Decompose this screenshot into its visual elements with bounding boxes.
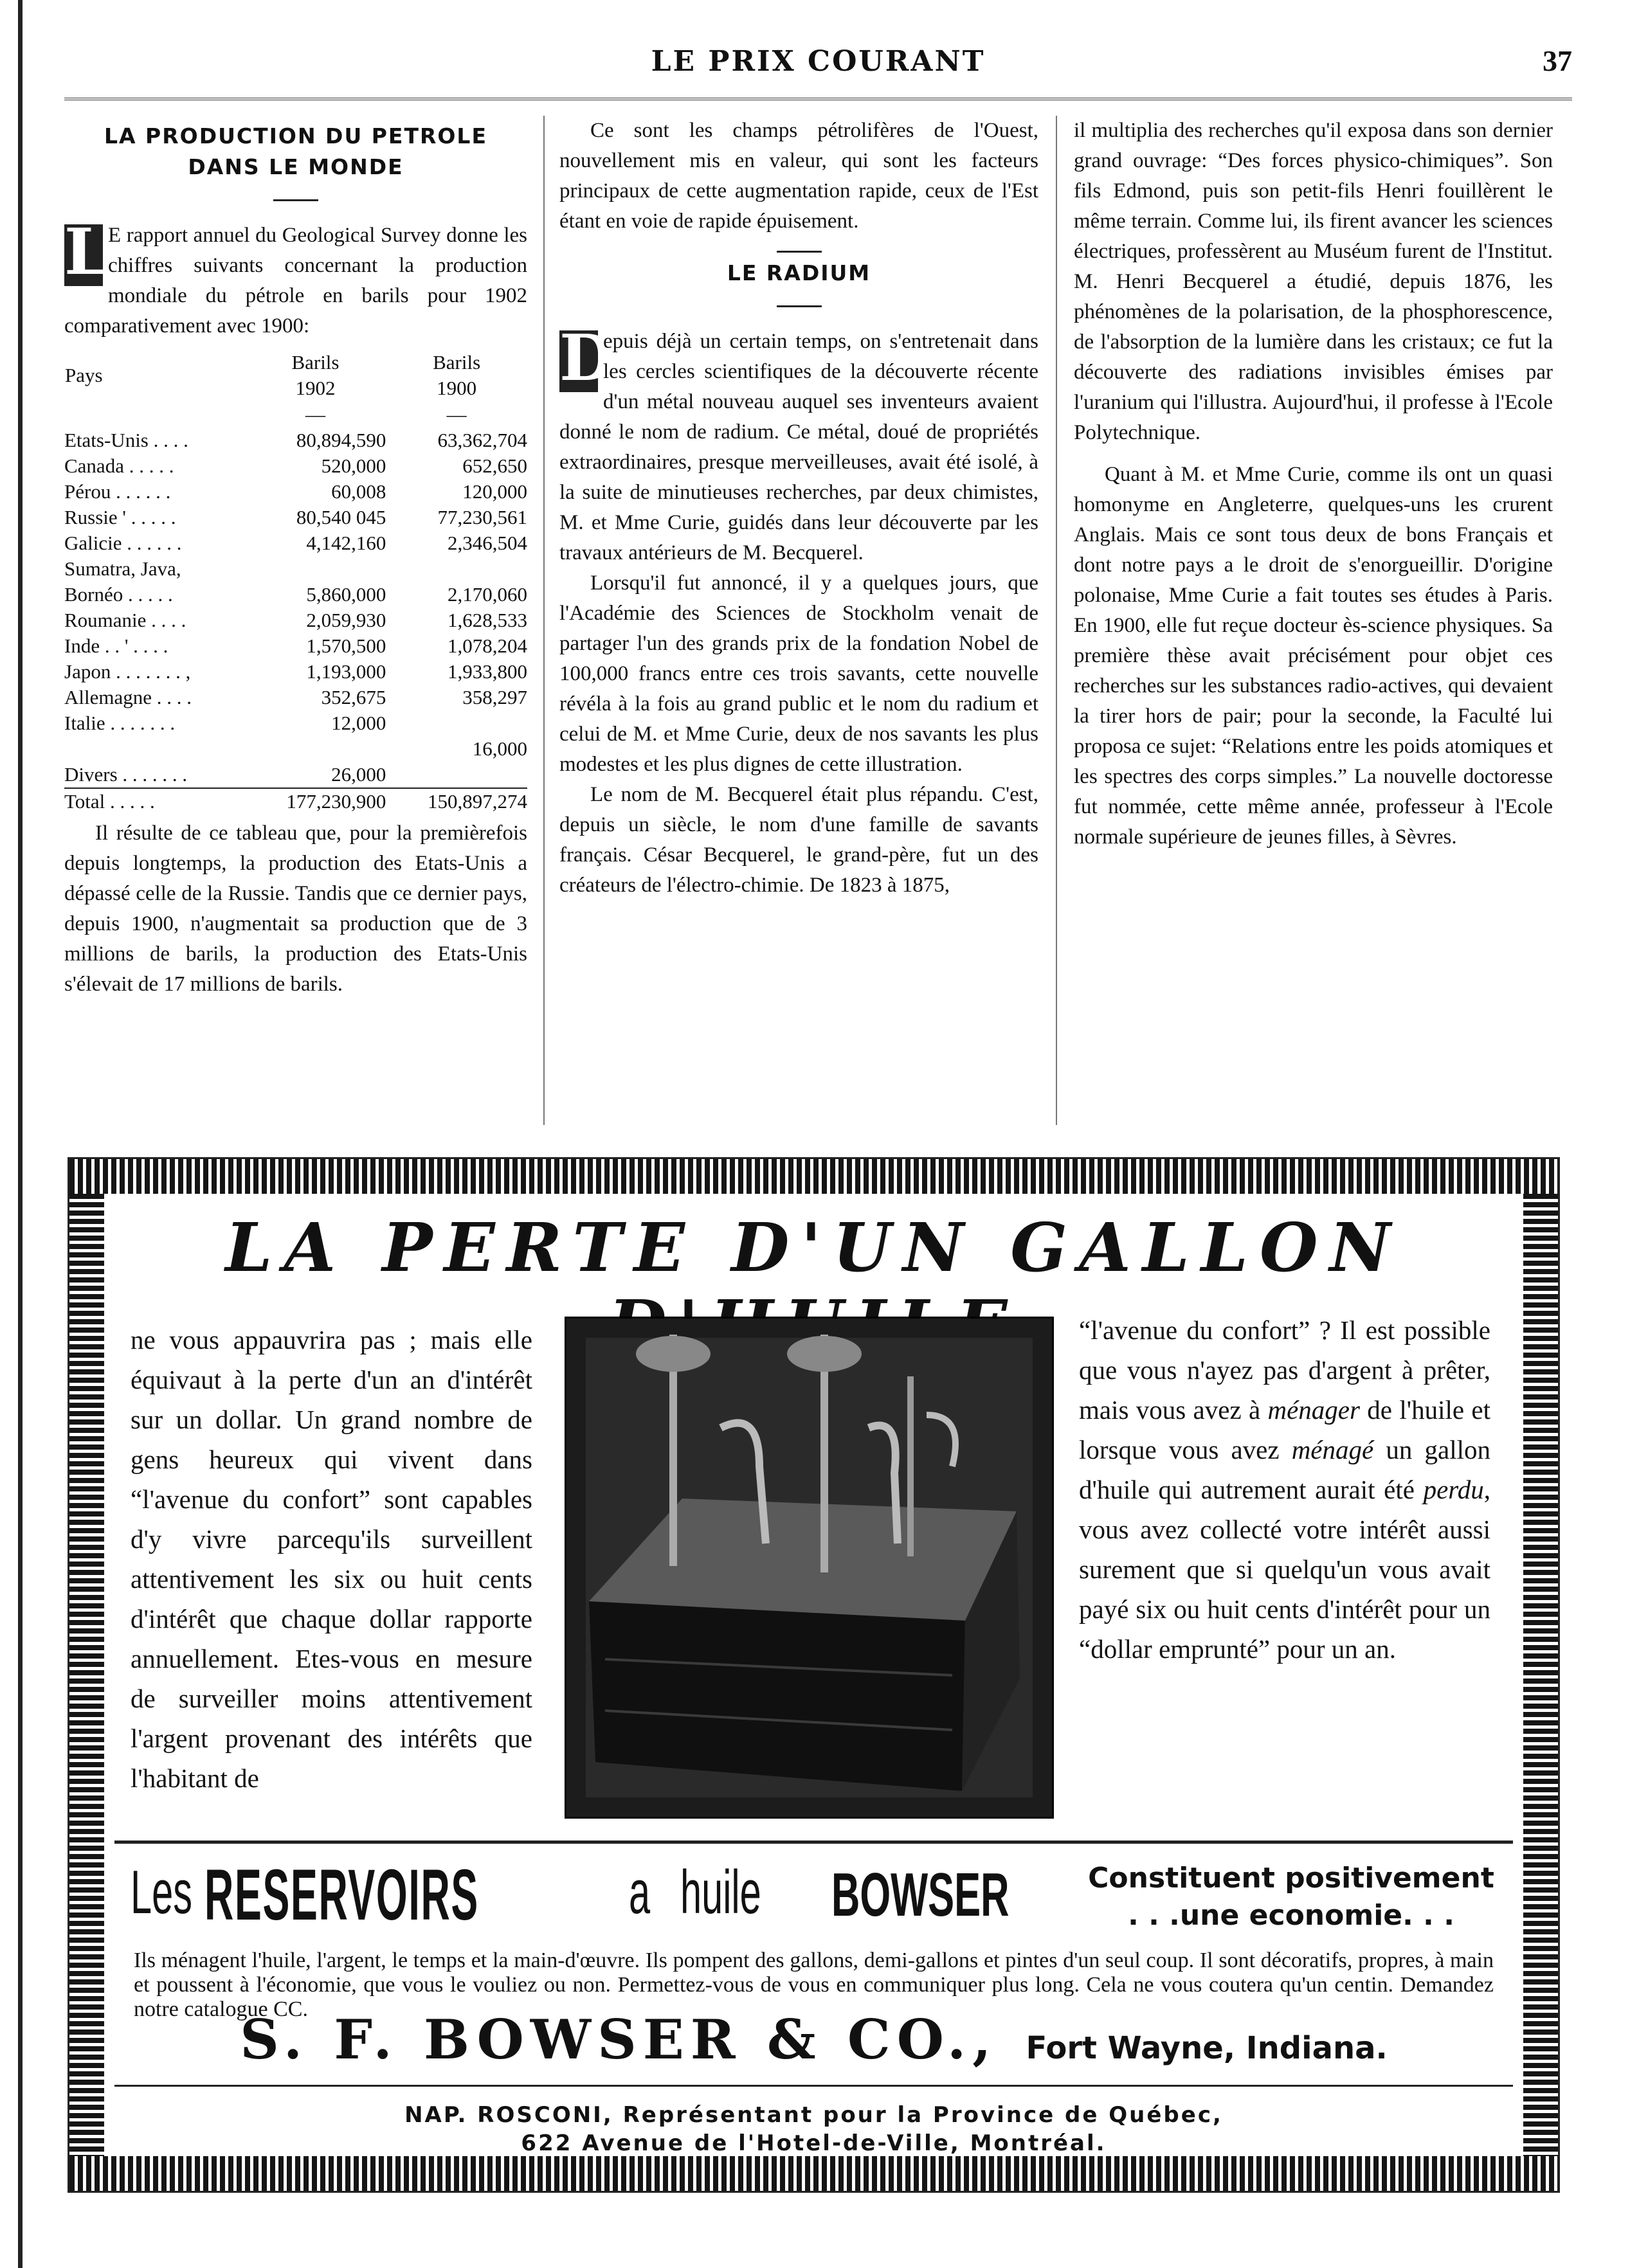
cell-v1900: 63,362,704 — [437, 429, 527, 451]
brand-a: a — [629, 1858, 651, 1927]
cell-v1902: 520,000 — [321, 455, 386, 477]
cell-v1900: 1,933,800 — [448, 660, 527, 683]
cell-v1902: 352,675 — [321, 686, 386, 708]
agent-line-2: 622 Avenue de l'Hotel-de-Ville, Montréal. — [521, 2130, 1107, 2156]
ad-text-left: ne vous appauvrira pas ; mais elle équivaut à la perte d'un an d'intérêt sur un dollar. Un grand nombre de gens heureux qui vivent dans “l'avenue du confort” sont capables d'y vivre parcequ'ils surveillent attentivement les six ou huit cents d'intérêt que chaque dollar rapporte annuellement. Etes-vous en mesure de surveiller moins attentivement l'argent provenant des intérêts que l'habitant de — [131, 1325, 532, 1793]
company-city: Fort Wayne, Indiana. — [1026, 2030, 1388, 2066]
radium-p3: Le nom de M. Becquerel était plus répandu. C'est, depuis un siècle, le nom d'une famille de savants français. César Becquerel, le grand-père, fut un des créateurs de l'électro-chimie. De 1823 à 1875, — [559, 783, 1038, 897]
cell-pays: Galicie . . . . . . — [64, 532, 182, 554]
cell-pays: Inde . . ' . . . . — [64, 634, 168, 657]
ad-text-segment: de l'huile et lorsque vous avez — [1079, 1395, 1490, 1464]
dropcap-l: L — [64, 215, 109, 289]
title-rule — [273, 199, 318, 201]
table-row — [64, 479, 527, 505]
radium-p5: Quant à M. et Mme Curie, comme ils ont un quasi homonyme en Angleterre, quelques-uns les crurent Anglais. Mais ce sont tous deux de bons Français et dont notre pays a le droit de s'enorgueillir. D'origine polonaise, Mme Curie a fait toutes ses études à Paris. En 1900, elle fut reçue docteur ès-science physiques. Sa première thèse avait précisément pour objet ces recherches sur les substances radio-actives, qui devaient la tirer hors de pair; pour la seconde, la Faculté lui proposa ce sujet: “Relations entre les poids atomiques et les spectres des corps simples.” La nouvelle doctoresse fut nommée, cette même année, professeur à l'Ecole normale supérieure de jeunes filles, à Sèvres. — [1074, 463, 1553, 849]
title-rule — [777, 305, 822, 307]
cell-v1902: 60,008 — [331, 480, 386, 503]
cell-pays: Pérou . . . . . . — [64, 480, 171, 503]
table-row — [64, 685, 527, 710]
ad-emphasis: perdu — [1423, 1475, 1484, 1504]
ad-text-segment: , vous avez collecté votre intérêt aussi surement que si quelqu'un vous avait payé six ou huit cents d'intérêt pour un “dollar emprunté” pour un an. — [1079, 1475, 1490, 1664]
column-rule — [1056, 116, 1057, 1125]
brand-les: Les — [131, 1858, 192, 1927]
table-row — [64, 505, 527, 530]
oil-tank-illustration — [565, 1317, 1054, 1819]
cell-v1900: 652,650 — [462, 455, 527, 477]
ad-text-segment: “l'avenue du confort” ? Il est possible que vous n'ayez pas d'argent à prêter, mais vous avez à — [1079, 1315, 1490, 1425]
table-row — [64, 659, 527, 685]
cell-v1900: 1,078,204 — [448, 634, 527, 657]
cell-v1902: 5,860,000 — [306, 583, 386, 606]
cell-v1900: 2,346,504 — [448, 532, 527, 554]
brand-line — [131, 1853, 1031, 1935]
table-row — [64, 556, 527, 582]
ad-border — [1523, 1194, 1558, 2156]
cell-v1902: 80,540 045 — [296, 506, 386, 528]
cell-v1902: 12,000 — [331, 712, 386, 734]
cell-v1902 — [245, 736, 386, 762]
brand-huile: huile — [680, 1858, 761, 1927]
cell-pays: Sumatra, Java, — [64, 557, 181, 580]
table-row — [64, 530, 527, 556]
column-rule — [543, 116, 545, 1125]
section-rule — [777, 251, 822, 253]
ad-slogan — [1047, 1860, 1535, 1934]
cell-v1900: 77,230,561 — [437, 506, 527, 528]
cell-v1902: 80,894,590 — [296, 429, 386, 451]
dropcap-d: D — [559, 321, 614, 395]
agent-info — [134, 2101, 1494, 2157]
cell-v1902: 4,142,160 — [306, 532, 386, 554]
table-row — [64, 633, 527, 659]
ad-divider — [114, 1841, 1513, 1844]
production-rows — [64, 428, 527, 788]
ad-border — [69, 2156, 1558, 2191]
cell-v1902: 1,570,500 — [306, 634, 386, 657]
cell-pays: Russie ' . . . . . — [64, 506, 176, 528]
cell-v1902 — [245, 556, 386, 582]
table-row — [64, 710, 527, 736]
radium-p4: il multiplia des recherches qu'il exposa dans son dernier grand ouvrage: “Des forces physico-chimiques”. Son fils Edmond, puis son petit-fils Henri fouillèrent le même terrain. Comme lui, ils firent avancer les sciences électriques, professèrent au Muséum furent de l'Institut. M. Henri Becquerel a étudié, depuis 1876, les phénomènes de la polarisation, de la phosphorescence, de l'absorption de la lumière dans les cristaux; ce fut la découverte des radiations invisibles émises par l'uranium qui l'illustra. Aujourd'hui, il professe à l'Ecole Polytechnique. — [1074, 119, 1553, 444]
ad-headline: LA PERTE D'UN GALLON — [225, 1208, 1402, 1287]
cell-v1902: 1,193,000 — [306, 660, 386, 683]
table-row — [64, 608, 527, 633]
total-label: Total . . . . . — [64, 788, 245, 815]
bowser-advertisement — [68, 1157, 1560, 2193]
column-radium — [559, 116, 1038, 901]
cell-v1900: 120,000 — [462, 480, 527, 503]
dash: — — [305, 403, 325, 426]
col-country: Pays — [65, 364, 103, 386]
col-1900: Barils 1900 — [433, 351, 481, 399]
ad-text-segment: un gallon d'huile qui autrement aurait été — [1079, 1435, 1490, 1504]
slogan-line-1: Constituent positivement — [1088, 1862, 1494, 1895]
ad-emphasis: ménagé — [1291, 1435, 1374, 1464]
oil-tank-picture — [566, 1318, 1052, 1817]
cell-pays: Italie . . . . . . . — [64, 712, 176, 734]
cell-v1900: 358,297 — [462, 686, 527, 708]
agent-line-1: NAP. ROSCONI, Représentant pour la Province de Québec, — [404, 2102, 1223, 2128]
cell-pays: Canada . . . . . — [64, 455, 174, 477]
petrole-intro — [64, 215, 527, 341]
ad-body: Ils ménagent l'huile, l'argent, le temps et la main-d'œuvre. Ils pompent des gallons, demi-gallons et pintes d'un seul coup. Il sont décoratifs, propres, à main et poussent à l'économie, que vous le vouliez ou non. Permettez-vous de vous en communiquer plus long. Cela ne vous coutera qu'un centin. Demandez notre catalogue CC. — [134, 1949, 1494, 2021]
cell-pays: Divers . . . . . . . — [64, 763, 188, 786]
cell-v1900: 16,000 — [472, 737, 527, 760]
radium-p1 — [559, 321, 1038, 568]
cell-v1902: 2,059,930 — [306, 609, 386, 631]
table-row — [64, 762, 527, 788]
cell-pays — [64, 736, 245, 762]
petrole-intro-text: E rapport annuel du Geological Survey donne les chiffres suivants concernant la production mondiale du pétrole en barils pour 1902 comparativement avec 1900: — [64, 224, 527, 338]
slogan-line-2: . . .une economie. . . — [1128, 1899, 1454, 1932]
petrole-continued: Ce sont les champs pétrolifères de l'Ouest, nouvellement mis en valeur, qui sont les facteurs principaux de cette augmentation rapide, ceux de l'Est étant en voie de rapide épuisement. — [559, 119, 1038, 233]
company-name: S. F. BOWSER & CO., — [240, 2008, 998, 2071]
ad-border — [69, 1194, 104, 2156]
column-petrole — [64, 116, 527, 1000]
scan-edge — [18, 0, 23, 2268]
table-row — [64, 736, 527, 762]
total-row — [64, 788, 527, 815]
cell-v1902: 26,000 — [331, 763, 386, 786]
production-table — [64, 349, 527, 815]
ad-border — [69, 1159, 1558, 1194]
brand-bowser: BOWSER — [831, 1860, 1010, 1929]
radium-p2: Lorsqu'il fut annoncé, il y a quelques jours, que l'Académie des Sciences de Stockholm venait de partager l'un des grands prix de la fondation Nobel de 100,000 francs entre ces trois savants, cette nouvelle révéla à la fois au grand public et le nom du radium et celui de M. et Mme Curie, deux de nos savants les plus modestes et les plus dignes de cette illustration. — [559, 572, 1038, 776]
cell-pays: Japon . . . . . . . , — [64, 660, 191, 683]
cell-v1900 — [386, 762, 527, 788]
cell-v1900 — [386, 710, 527, 736]
cell-pays: Roumanie . . . . — [64, 609, 186, 631]
table-row — [64, 453, 527, 479]
column-radium-continued — [1074, 116, 1553, 852]
company-line — [134, 2008, 1494, 2071]
header-rule — [64, 98, 1572, 100]
total-1900: 150,897,274 — [386, 788, 527, 815]
radium-p1-text: epuis déjà un certain temps, on s'entretenait dans les cercles scientifiques de la découverte récente d'un métal nouveau auquel ses inventeurs avaient donné le nom de radium. Ce métal, doué de propriétés extraordinaires, presque merveilleuses, avait été isolé, à la suite de minutieuses recherches, par deux chimistes, M. et Mme Curie, guidés dans leur découverte par les travaux antérieurs de M. Becquerel. — [559, 330, 1038, 564]
cell-pays: Bornéo . . . . . — [64, 583, 173, 606]
table-row — [64, 428, 527, 453]
cell-pays: Allemagne . . . . — [64, 686, 192, 708]
article-title-petrole: LA PRODUCTION DU PETROLE DANS LE MONDE — [104, 123, 487, 179]
cell-v1900: 2,170,060 — [448, 583, 527, 606]
article-title-radium: LE RADIUM — [727, 260, 871, 285]
page-number: 37 — [1543, 44, 1572, 77]
ad-emphasis: ménager — [1267, 1395, 1360, 1425]
petrole-conclusion: Il résulte de ce tableau que, pour la premièrefois depuis longtemps, la production des Etats-Unis a dépassé celle de la Russie. Tandis que ce dernier pays, depuis 1900, n'augmentait sa production que de 3 millions de barils, la production des Etats-Unis s'élevait de 17 millions de barils. — [64, 822, 527, 996]
cell-v1900 — [386, 556, 527, 582]
brand-reservoirs: RESERVOIRS — [204, 1855, 479, 1935]
dash: — — [446, 403, 467, 426]
cell-v1900: 1,628,533 — [448, 609, 527, 631]
col-1902: Barils 1902 — [291, 351, 340, 399]
running-title: LE PRIX COURANT — [651, 45, 986, 78]
total-1902: 177,230,900 — [245, 788, 386, 815]
cell-pays: Etats-Unis . . . . — [64, 429, 188, 451]
table-row — [64, 582, 527, 608]
ad-text-right — [1079, 1310, 1490, 1669]
ad-divider — [114, 2085, 1513, 2087]
running-head — [64, 40, 1572, 85]
